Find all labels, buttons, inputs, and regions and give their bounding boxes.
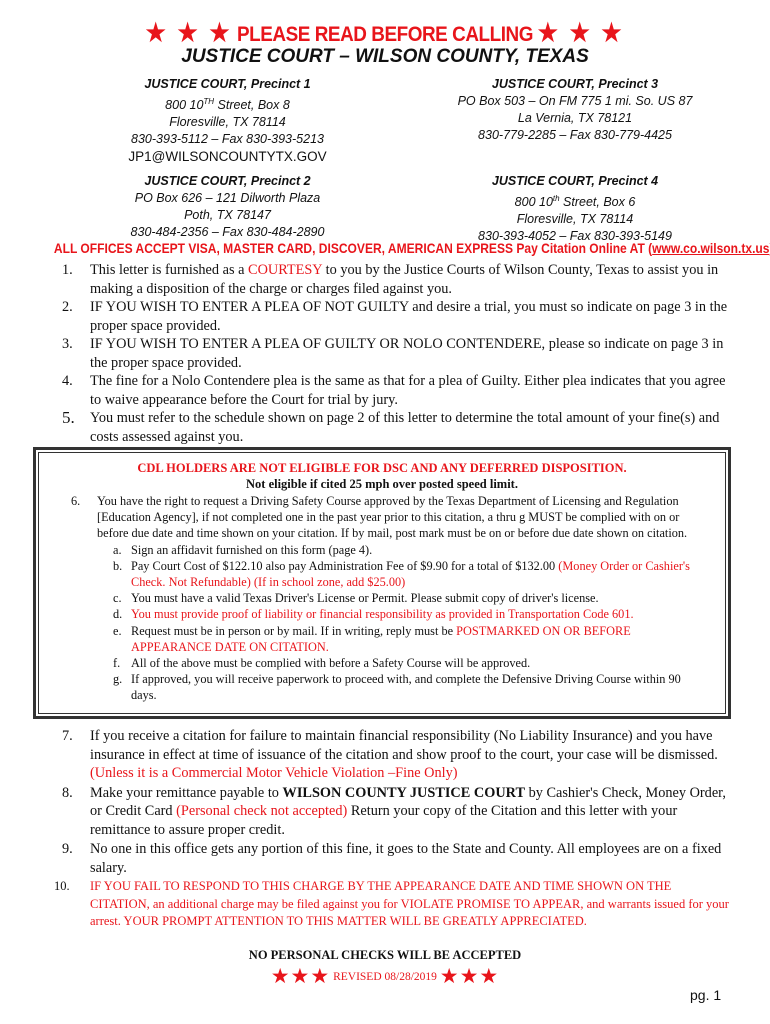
office-phone: 830-393-4052 – Fax 830-393-5149 [478,229,672,244]
office-precinct-4 [430,173,720,245]
office-name: JUSTICE COURT, Precinct 1 [144,77,311,91]
instructions-list-top [50,261,730,446]
instructions-list-bottom [50,727,730,932]
list-item: 1. This letter is furnished as a COURTESY to you by the Justice Courts of Wilson County, Texas to assist you in making a disposition of the charge or charges filed against you. [62,262,719,297]
office-city: Floresville, TX 78114 [169,115,286,130]
page-number: pg. 1 [690,987,722,1003]
sub-item: e. Request must be in person or by mail. If in writing, reply must be POSTMARKED ON OR BEFORE APPEARANCE DATE ON CITATION. [113,623,631,654]
dsc-box-inner [38,452,726,714]
sub-item: d. You must provide proof of liability or financial responsibility as provided in Transportation Code 601. [113,607,634,622]
cdl-warning: CDL HOLDERS ARE NOT ELIGIBLE FOR DSC AND ANY DEFERRED DISPOSITION. [137,461,627,475]
office-city: Poth, TX 78147 [184,208,271,222]
list-item: 10. IF YOU FAIL TO RESPOND TO THIS CHARGE BY THE APPEARANCE DATE AND TIME SHOWN ON THE CITATION, an additional charge may be filed against you for VIOLATE PROMISE TO APPEAR, and warrants issued for your arrest. YOUR PROMPT ATTENTION TO THIS MATTER WILL BE GREATLY APPRECIATED. [54,879,729,928]
office-precinct-1 [100,76,355,165]
list-item: 8. Make your remittance payable to WILSON COUNTY JUSTICE COURT by Cashier's Check, Money Order, or Credit Card (Personal check not accepted) Return your copy of the Citation and this letter with your remittance to assure proper credit. [62,784,726,838]
office-phone: 830-484-2356 – Fax 830-484-2890 [130,225,325,239]
sub-item: g. If approved, you will receive paperwork to proceed with, and complete the Defensive Driving Course within 90 days. [113,672,681,703]
no-checks-notice: NO PERSONAL CHECKS WILL BE ACCEPTED [248,948,522,962]
office-address: PO Box 626 – 121 Dilworth Plaza [134,191,321,205]
revised-line [0,964,770,989]
office-precinct-2 [100,173,355,241]
page-subtitle: JUSTICE COURT – WILSON COUNTY, TEXAS [181,46,589,67]
list-item: 7. If you receive a citation for failure to maintain financial responsibility (No Liability Insurance) and you have insurance in effect at time of issuance of the citation and show proof to the court, your case will be dismissed. (Unless it is a Commercial Motor Vehicle Violation –Fine Only) [62,728,718,781]
list-item: 3. IF YOU WISH TO ENTER A PLEA OF GUILTY OR NOLO CONTENDERE, please so indicate on page 3 in the proper space provided. [62,336,724,371]
title-text: PLEASE READ BEFORE CALLING [237,23,533,46]
office-name: JUSTICE COURT, Precinct 3 [491,77,659,91]
office-name: JUSTICE COURT, Precinct 4 [491,174,659,188]
sub-item: f. All of the above must be complied with before a Safety Course will be approved. [113,656,531,671]
dsc-box [33,447,731,719]
payment-banner: ALL OFFICES ACCEPT VISA, MASTER CARD, DISCOVER, AMERICAN EXPRESS Pay Citation Online AT (www.co.wilson.tx.us [53,240,770,256]
sub-item: b. Pay Court Cost of $122.10 also pay Administration Fee of $9.90 for a total of $132.00 (Money Order or Cashier's Check. Not Refundable) (If in school zone, add $25.00) [113,558,690,590]
star-icon: ★★★ [439,964,500,988]
list-item: 2. IF YOU WISH TO ENTER A PLEA OF NOT GUILTY and desire a trial, you must so indicate on page 3 in the proper space provided. [62,299,728,334]
website-link[interactable]: www.co.wilson.tx.us [652,240,770,256]
speed-warning: Not eligible if cited 25 mph over posted speed limit. [246,477,518,491]
list-item: 4. The fine for a Nolo Contendere plea is the same as that for a plea of Guilty. Either plea indicates that you agree to waive appearance before the Court for trial by jury. [62,373,726,408]
office-name: JUSTICE COURT, Precinct 2 [144,174,311,188]
office-phone: 830-393-5112 – Fax 830-393-5213 [131,132,324,147]
office-phone: 830-779-2285 – Fax 830-779-4425 [478,128,672,142]
office-address: PO Box 503 – On FM 775 1 mi. So. US 87 [457,94,693,108]
list-item: 9. No one in this office gets any portion of this fine, it goes to the State and County. All employees are on a fixed salary. [62,841,722,876]
page-title [39,18,732,48]
star-icon: ★ ★ ★ [537,19,625,47]
star-icon: ★ ★ ★ [145,19,233,47]
office-precinct-3 [430,76,720,144]
dsc-body [61,493,705,704]
sub-item: a. Sign an affidavit furnished on this form (page 4). [113,542,373,557]
office-email[interactable]: JP1@WILSONCOUNTYTX.GOV [128,149,327,165]
office-address: 800 10TH Street, Box 8 [165,97,290,113]
office-address: 800 10th Street, Box 6 [514,194,636,210]
office-city: Floresville, TX 78114 [516,212,634,227]
sub-item: c. You must have a valid Texas Driver's License or Permit. Please submit copy of driver's license. [113,591,599,606]
list-item: 5. You must refer to the schedule shown on page 2 of this letter to determine the total amount of your fine(s) and costs assessed against you. [62,408,720,445]
revised-date: REVISED 08/28/2019 [333,971,437,983]
list-item: 6. You have the right to request a Driving Safety Course approved by the Texas Department of Licensing and Regulation [Education Agency], if not completed one in the past year prior to this citation, a thru g MUST be complied with on or before due date and time shown on your citation. If by mail, post mark must be on or before due date shown on citation. [71,494,688,541]
office-city: La Vernia, TX 78121 [517,111,633,125]
star-icon: ★★★ [270,964,331,988]
